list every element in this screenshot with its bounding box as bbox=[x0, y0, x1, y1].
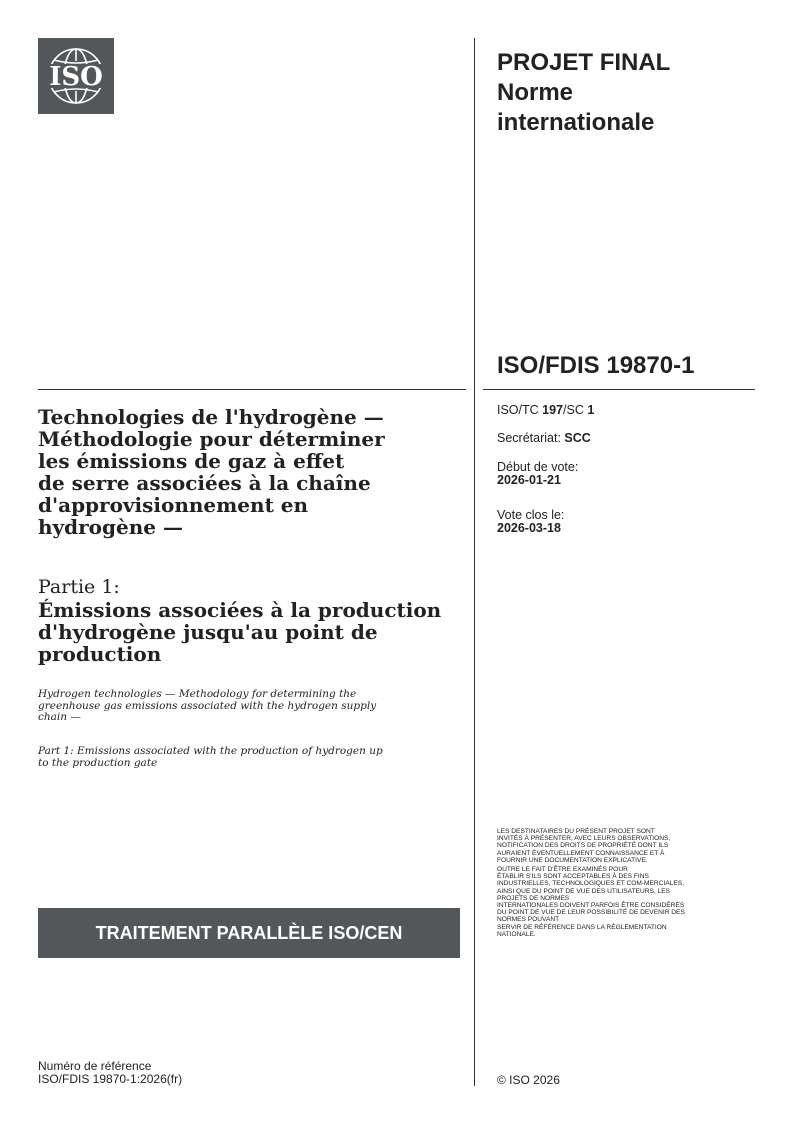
globe-icon bbox=[38, 38, 114, 114]
parallel-processing-banner: TRAITEMENT PARALLÈLE ISO/CEN bbox=[38, 908, 460, 958]
copyright: © ISO 2026 bbox=[497, 1073, 560, 1087]
document-number: ISO/FDIS 19870-1 bbox=[497, 352, 695, 379]
part-label: Partie 1: bbox=[38, 576, 120, 598]
status-line-3: internationale bbox=[497, 109, 655, 136]
notice-paragraph-2: OUTRE LE FAIT D'ÊTRE EXAMINÉS POUR ÉTABLIR S'ILS SONT ACCEPTABLES À DES FINS INDUSTRIELLES, TECHNOLOGIQUES ET COM-MERCIALES, AINSI QUE DU POINT DE VUE DES UTILISATEURS, LES PROJETS DE NORMES INTERNATIONALES DOIVENT PARFOIS ÊTRE CONSIDÉRÉS DU POINT DE VUE DE LEUR POSSIBILITÉ DE DEVENIR DES NORMES POUVANT SERVIR DE RÉFÉRENCE DANS LA RÉGLEMENTATION NATIONALE. bbox=[497, 866, 685, 938]
secretariat: Secrétariat: SCC bbox=[497, 431, 591, 445]
title-rule-left bbox=[38, 389, 466, 390]
status-line-2: Norme bbox=[497, 79, 574, 106]
reference-number: Numéro de référence ISO/FDIS 19870-1:2026(fr) bbox=[38, 1059, 183, 1086]
committee: ISO/TC 197/SC 1 bbox=[497, 403, 595, 417]
column-divider bbox=[474, 38, 475, 1086]
notice-paragraph-1: LES DESTINATAIRES DU PRÉSENT PROJET SONT INVITÉS À PRÉSENTER, AVEC LEURS OBSERVATIONS, NOTIFICATION DES DROITS DE PROPRIÉTÉ DONT ILS AURAIENT ÉVENTUELLEMENT CONNAISSANCE ET À FOURNIR UNE DOCUMENTATION EXPLICATIVE. bbox=[497, 828, 671, 864]
part-title: Émissions associées à la production d'hydrogène jusqu'au point de production bbox=[38, 598, 442, 666]
vote-start: Début de vote: 2026-01-21 bbox=[497, 460, 579, 487]
document-status bbox=[497, 48, 670, 138]
status-line-1: PROJET FINAL bbox=[497, 49, 671, 76]
english-title: Hydrogen technologies — Methodology for determining the greenhouse gas emissions associated with the hydrogen supply chain — bbox=[38, 688, 377, 723]
logo-text: ISO bbox=[49, 62, 103, 92]
iso-logo bbox=[38, 38, 114, 114]
english-part-title: Part 1: Emissions associated with the production of hydrogen up to the production gate bbox=[38, 745, 383, 769]
main-title: Technologies de l'hydrogène — Méthodologie pour déterminer les émissions de gaz à effet de serre associées à la chaîne d'approvisionnement en hydrogène — bbox=[38, 405, 385, 539]
vote-end: Vote clos le: 2026-03-18 bbox=[497, 508, 565, 535]
title-rule-right bbox=[483, 389, 755, 390]
